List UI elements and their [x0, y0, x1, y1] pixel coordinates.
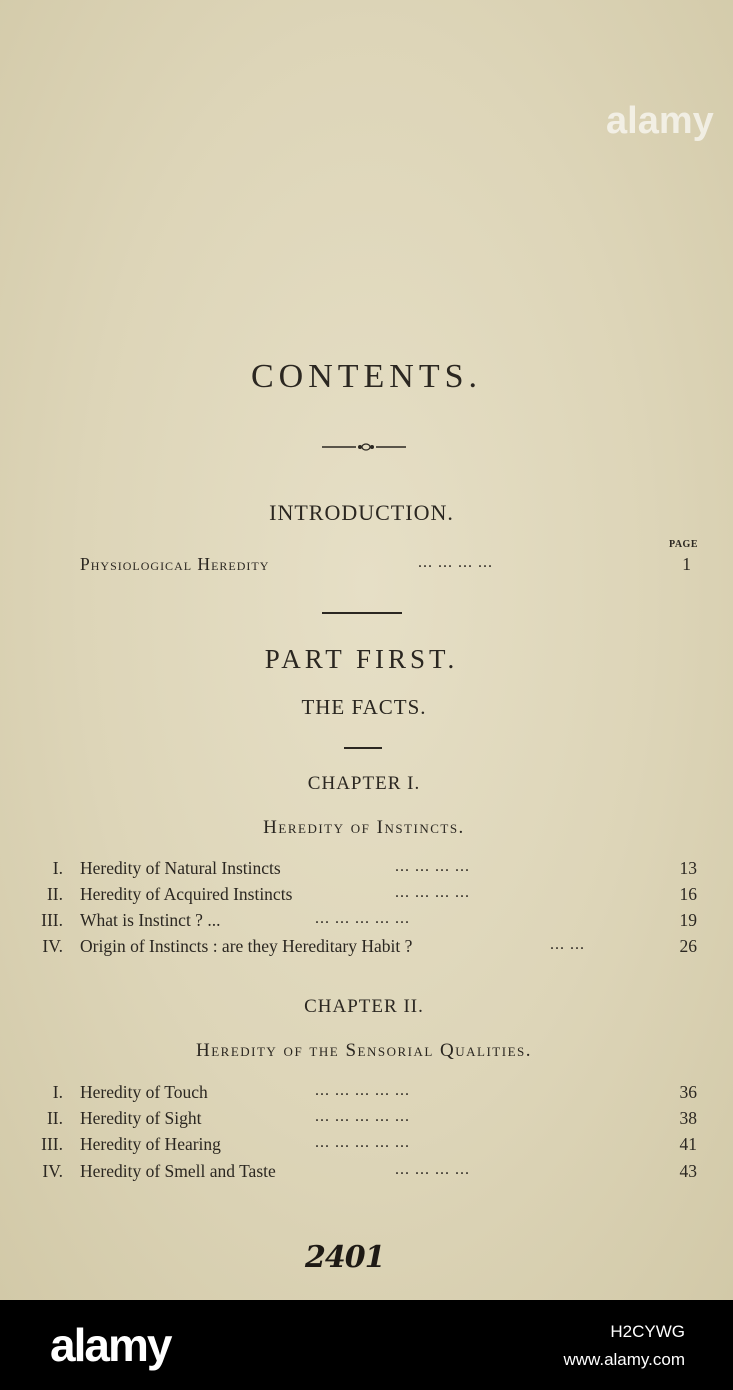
toc-entry-number: II.	[46, 1108, 63, 1128]
toc-entry	[0, 1134, 733, 1160]
chapter-subheading: Heredity of Instincts.	[263, 817, 465, 838]
toc-entry	[0, 858, 733, 884]
toc-entry-number: IV.	[42, 936, 63, 956]
toc-page-number: 16	[679, 884, 697, 904]
toc-entry-text: Heredity of Acquired Instincts	[80, 884, 293, 904]
toc-leader-dots: ... ...	[550, 936, 585, 953]
toc-entry-number: II.	[46, 884, 63, 904]
toc-page-number: 26	[679, 936, 697, 956]
toc-page-number: 19	[679, 910, 697, 930]
toc-leader-dots: ... ... ... ... ...	[315, 910, 410, 927]
bleed-through-text	[300, 135, 680, 225]
toc-entry-text: Heredity of Natural Instincts	[80, 858, 281, 878]
part-title: PART FIRST.	[264, 644, 459, 674]
toc-entry-number: IV.	[42, 1161, 63, 1181]
page-column-label: PAGE	[668, 539, 698, 550]
toc-page-number: 43	[679, 1161, 697, 1181]
toc-leader-dots: ... ... ... ...	[395, 884, 470, 901]
chapter-subheading: Heredity of the Sensorial Qualities.	[195, 1040, 532, 1061]
toc-page-number: 13	[679, 858, 697, 878]
image-id: H2CYWG	[610, 1322, 685, 1341]
section-rule	[344, 747, 382, 749]
toc-entry	[0, 1082, 733, 1108]
toc-entry-number: III.	[41, 910, 63, 930]
toc-entry	[0, 554, 733, 580]
toc-entry	[0, 884, 733, 910]
toc-entry-text: Heredity of Smell and Taste	[80, 1161, 276, 1181]
toc-leader-dots: ... ... ... ...	[395, 858, 470, 875]
toc-entry	[0, 1108, 733, 1134]
source-url: www.alamy.com	[563, 1350, 685, 1369]
part-subtitle: THE FACTS.	[301, 695, 427, 719]
chapter-heading: CHAPTER I.	[307, 773, 421, 794]
toc-entry-number: I.	[52, 1082, 63, 1102]
toc-leader-dots: ... ... ... ... ...	[315, 1134, 410, 1151]
toc-page-number: 36	[679, 1082, 697, 1102]
toc-entry-text: Origin of Instincts : are they Hereditary Habit ?	[80, 936, 413, 956]
toc-leader-dots: ... ... ... ... ...	[315, 1108, 410, 1125]
toc-entry	[0, 936, 733, 962]
contents-title: CONTENTS.	[250, 358, 483, 395]
toc-entry	[0, 910, 733, 936]
toc-leader-dots: ... ... ... ...	[418, 554, 493, 571]
toc-leader-dots: ... ... ... ... ...	[315, 1082, 410, 1099]
toc-entry-text: Heredity of Touch	[80, 1082, 208, 1102]
alamy-logo: alamy	[50, 1319, 171, 1371]
toc-entry-text: Heredity of Hearing	[80, 1134, 221, 1154]
toc-page-number: 38	[679, 1108, 697, 1128]
section-rule	[322, 612, 402, 614]
toc-entry-text: Physiological Heredity	[80, 554, 270, 574]
toc-entry	[0, 1161, 733, 1187]
handwritten-number: 2401	[305, 1240, 385, 1275]
toc-entry-text: Heredity of Sight	[80, 1108, 202, 1128]
toc-entry-text: What is Instinct ? ...	[80, 910, 221, 930]
toc-page-number: 1	[682, 554, 691, 574]
introduction-heading: INTRODUCTION.	[269, 500, 454, 525]
toc-page-number: 41	[679, 1134, 697, 1154]
watermark-logo: alamy	[606, 100, 714, 142]
toc-entry-number: I.	[52, 858, 63, 878]
toc-entry-number: III.	[41, 1134, 63, 1154]
ornament-divider	[322, 440, 406, 454]
chapter-heading: CHAPTER II.	[304, 996, 424, 1017]
toc-leader-dots: ... ... ... ...	[395, 1161, 470, 1178]
watermark-bar	[0, 1300, 733, 1390]
